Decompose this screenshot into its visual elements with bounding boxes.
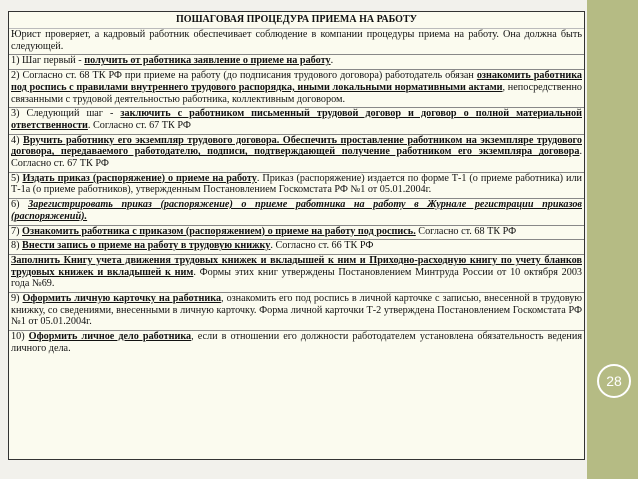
- step-10: [9, 331, 584, 356]
- step-number: 8): [11, 240, 20, 252]
- step-number: 10): [11, 331, 25, 343]
- step-tail: . Согласно ст. 66 ТК РФ: [270, 240, 374, 252]
- step-number: 3): [11, 108, 20, 120]
- step-text: Согласно ст. 68 ТК РФ при приеме на работу (до подписания трудового договора) работодатель обязан: [19, 70, 477, 82]
- step-emphasis: Оформить личную карточку на работника: [22, 293, 222, 305]
- step-tail: Согласно ст. 68 ТК РФ: [415, 225, 517, 237]
- step-emphasis: Зарегистрировать приказ (распоряжение) о приеме работника на работу в Журнале регистрации приказов (распоряжений).: [11, 199, 582, 222]
- step-5: [9, 173, 584, 199]
- side-accent-band: [587, 0, 638, 479]
- step-tail: . Приказ (распоряжение) издается по форме Т-1 (о приеме работника) или Т-1а (о приеме работников), утвержденным Постановлением Госкомстата РФ №1 от 05.01.2004г.: [11, 172, 582, 196]
- step-1: [9, 55, 584, 70]
- step-8: [9, 240, 584, 255]
- step-text: Следующий шаг -: [19, 108, 121, 120]
- step-tail: . Формы этих книг утверждены Постановлением Минтруда России от 10 октября 2003 года №69.: [11, 266, 583, 290]
- step-2: [9, 70, 584, 108]
- step-tail: . Согласно ст. 67 ТК РФ: [87, 119, 191, 131]
- step-emphasis: заключить с работником письменный трудовой договор и договор о полной материальной ответственности: [11, 108, 583, 131]
- step-tail: , если в отношении его должности работодателем установлена обязательность ведения личного дела.: [11, 331, 582, 354]
- step-number: 6): [11, 199, 20, 211]
- step-number: 7): [11, 225, 20, 237]
- step-tail: .: [330, 55, 334, 67]
- document-title: ПОШАГОВАЯ ПРОЦЕДУРА ПРИЕМА НА РАБОТУ: [9, 12, 584, 29]
- step-emphasis: Заполнить Книгу учета движения трудовых книжек и вкладышей к ним и Приходно-расходную книгу по учету бланков трудовых книжек и вкладышей к ним: [11, 254, 582, 278]
- step-emphasis: Оформить личное дело работника: [28, 331, 192, 343]
- step-number: 2): [11, 70, 20, 82]
- step-emphasis: Ознакомить работника с приказом (распоряжением) о приеме на работу под роспись.: [22, 225, 416, 237]
- step-emphasis: Внести запись о приеме на работу в трудовую книжку: [22, 240, 271, 252]
- intro-paragraph: Юрист проверяет, а кадровый работник обеспечивает соблюдение в компании процедуры приема на работу. Она должна быть следующей.: [9, 29, 584, 55]
- step-7: [9, 226, 584, 241]
- step-emphasis: получить от работника заявление о приеме на работу: [84, 55, 331, 67]
- step-9: [9, 293, 584, 331]
- step-3: [9, 108, 584, 134]
- document-table: [8, 11, 585, 460]
- step-emphasis: Вручить работнику его экземпляр трудового договора. Обеспечить проставление работником на экземпляре трудового договора, передаваемого работодателю, подписи, подтверждающей получение работником его экземпляра договора: [11, 134, 582, 158]
- step-tail: . Согласно ст. 67 ТК РФ: [11, 146, 582, 170]
- step-number: 5): [11, 172, 20, 184]
- step-text: Шаг первый -: [19, 55, 85, 67]
- step-number: 9): [11, 293, 20, 305]
- step-4: [9, 135, 584, 173]
- step-6: [9, 199, 584, 225]
- step-emphasis: Издать приказ (распоряжение) о приеме на работу: [22, 172, 257, 184]
- step-8b: [9, 255, 584, 293]
- page-number-badge: 28: [597, 364, 631, 398]
- step-number: 4): [11, 134, 20, 146]
- step-text: [20, 199, 29, 210]
- step-number: 1): [11, 55, 20, 67]
- step-emphasis: ознакомить работника под роспись с правилами внутреннего трудового распорядка, иными локальными нормативными актами: [11, 70, 582, 93]
- step-tail: , непосредственно связанными с трудовой деятельностью работника, коллективным договором.: [11, 81, 582, 105]
- step-tail: , ознакомить его под роспись в личной карточке с записью, внесенной в трудовую книжку, со сведениями, внесенными в личную карточку. Форма личной карточки Т-2 утверждена Постановлением Госкомстата РФ №1 от 05.01.2004г.: [11, 293, 583, 328]
